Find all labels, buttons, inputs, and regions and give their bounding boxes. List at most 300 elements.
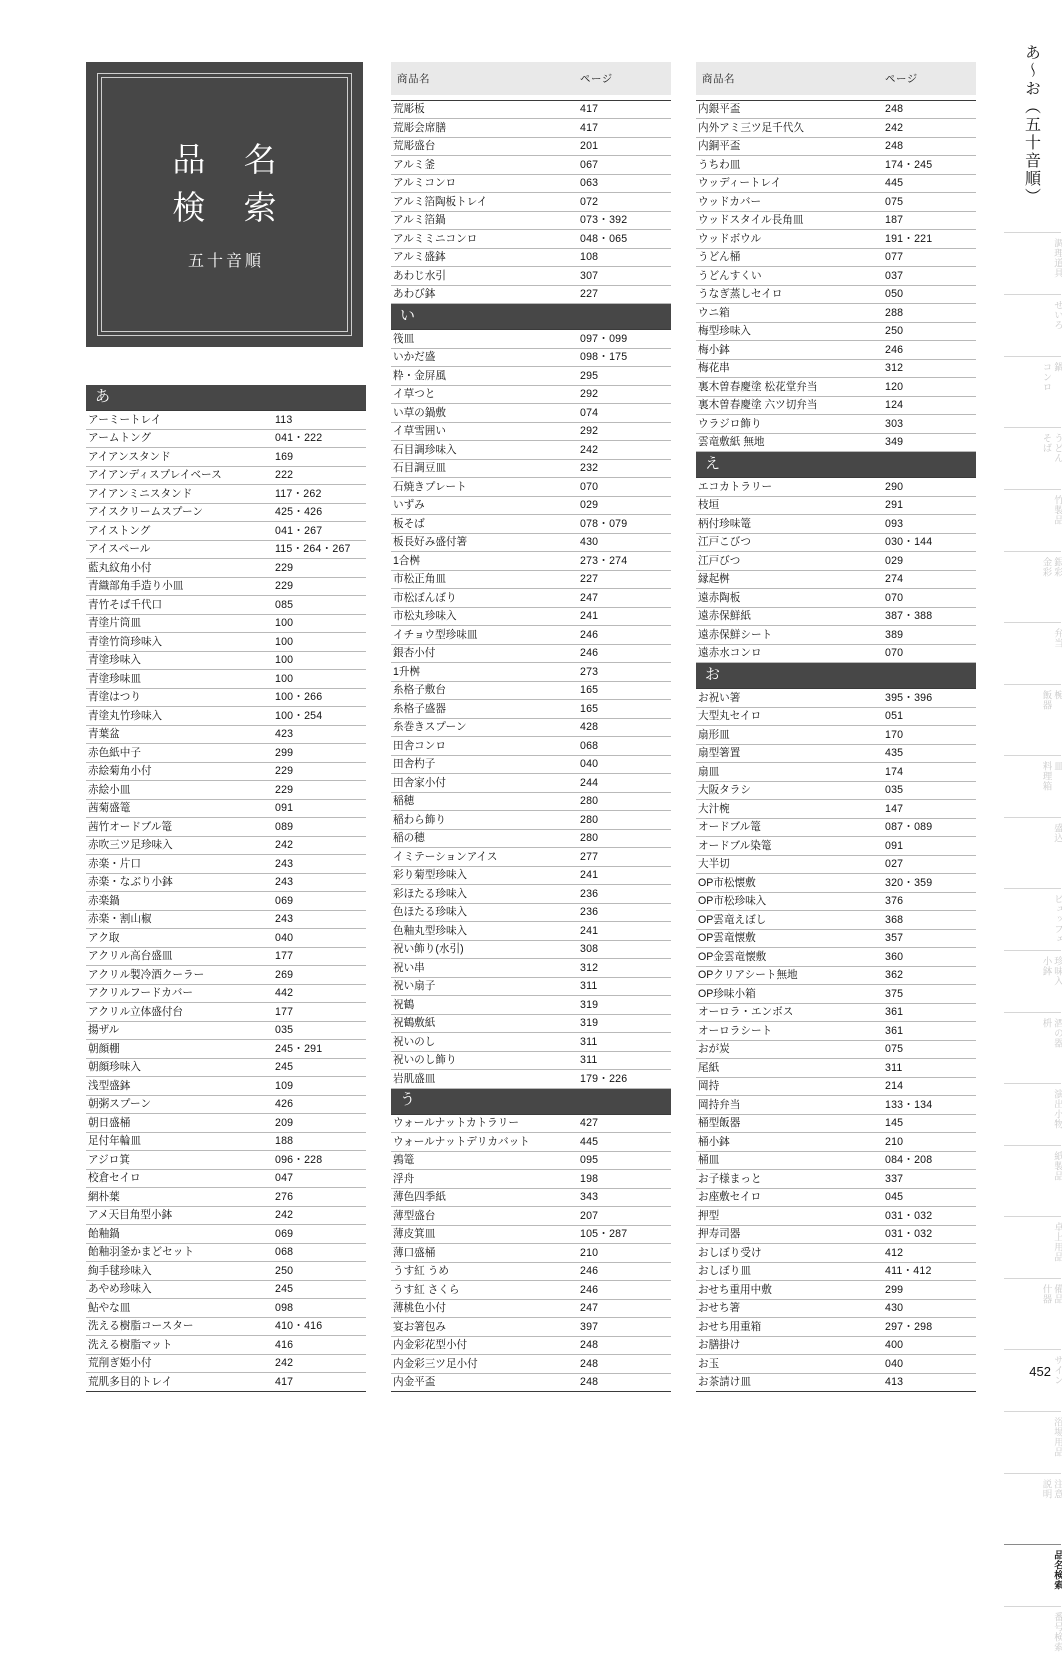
table-row[interactable] (86, 1058, 366, 1077)
rail-tab-9[interactable] (1004, 755, 1061, 817)
product-name-cell: 遠赤陶板 (696, 589, 881, 608)
table-row[interactable] (696, 1059, 976, 1078)
product-name-cell: 飴釉羽釜かまどセット (86, 1243, 271, 1262)
table-row[interactable] (696, 1151, 976, 1170)
table-row[interactable] (86, 1021, 366, 1040)
table-row[interactable] (696, 1373, 976, 1392)
table-row[interactable] (391, 1225, 671, 1244)
rail-tab-1[interactable] (1004, 232, 1061, 294)
table-row[interactable] (86, 818, 366, 837)
table-row[interactable] (391, 681, 671, 700)
table-row[interactable] (391, 589, 671, 608)
product-name-cell: 祝い飾り(水引) (391, 940, 576, 959)
page-ref-cell: 430 (576, 533, 671, 552)
table-row[interactable] (86, 1336, 366, 1355)
table-row[interactable] (696, 1003, 976, 1022)
table-row[interactable] (696, 359, 976, 378)
table-row[interactable] (696, 1114, 976, 1133)
table-row[interactable] (86, 540, 366, 559)
table-row[interactable] (86, 836, 366, 855)
table-row[interactable] (86, 1206, 366, 1225)
product-name-cell: 青葉盆 (86, 725, 271, 744)
column-header-page: ページ (576, 62, 671, 95)
product-name-cell: うちわ皿 (696, 156, 881, 175)
product-name-cell: 柄付珍味篭 (696, 515, 881, 534)
table-row[interactable] (86, 559, 366, 578)
rail-tab-18[interactable] (1004, 1349, 1061, 1411)
table-row[interactable] (86, 1243, 366, 1262)
table-row[interactable] (86, 429, 366, 448)
table-row[interactable] (391, 1114, 671, 1133)
table-row[interactable] (696, 1022, 976, 1041)
table-row[interactable] (86, 781, 366, 800)
table-row[interactable] (86, 707, 366, 726)
table-row[interactable] (391, 866, 671, 885)
table-row[interactable] (391, 755, 671, 774)
table-row[interactable] (696, 855, 976, 874)
table-row[interactable] (696, 1281, 976, 1300)
page-ref-cell: 165 (576, 700, 671, 719)
product-name-cell: 薄色四季紙 (391, 1188, 576, 1207)
table-row[interactable] (391, 515, 671, 534)
table-row[interactable] (391, 1299, 671, 1318)
table-row[interactable] (696, 1096, 976, 1115)
table-row[interactable] (696, 1077, 976, 1096)
product-name-cell: 稲の穂 (391, 829, 576, 848)
rail-tab-15[interactable] (1004, 1145, 1061, 1207)
table-row[interactable] (391, 792, 671, 811)
product-name-cell: 網朴葉 (86, 1188, 271, 1207)
page-ref-cell: 246 (576, 1262, 671, 1281)
product-name-cell: 青織部角手造り小皿 (86, 577, 271, 596)
page-ref-cell: 319 (576, 996, 671, 1015)
table-row[interactable] (391, 1133, 671, 1152)
kana-label: あ (95, 388, 111, 405)
table-row[interactable] (391, 1318, 671, 1337)
product-name-cell: アクリルフードカバー (86, 984, 271, 1003)
page-ref-cell: 069 (271, 1225, 366, 1244)
table-row[interactable] (696, 285, 976, 304)
product-name-cell: アク取 (86, 929, 271, 948)
table-row[interactable] (391, 1188, 671, 1207)
product-name-cell: 青塗竹筒珍味入 (86, 633, 271, 652)
page-ref-cell: 040 (271, 929, 366, 948)
table-row[interactable] (391, 441, 671, 460)
product-name-cell: 祝い扇子 (391, 977, 576, 996)
rail-tab-16[interactable] (1004, 1216, 1061, 1278)
product-name-cell: アイスクリームスプーン (86, 503, 271, 522)
table-row[interactable] (696, 1336, 976, 1355)
table-row[interactable] (391, 156, 671, 175)
table-row[interactable] (391, 829, 671, 848)
table-row[interactable] (391, 885, 671, 904)
table-row[interactable] (696, 763, 976, 782)
table-row[interactable] (391, 570, 671, 589)
rail-tab-2[interactable] (1004, 294, 1061, 356)
table-row[interactable] (391, 193, 671, 212)
table-row[interactable] (696, 193, 976, 212)
table-row[interactable] (391, 367, 671, 386)
page-ref-cell: 091 (271, 799, 366, 818)
table-row[interactable] (391, 348, 671, 367)
product-name-cell: 大型丸セイロ (696, 707, 881, 726)
page-ref-cell: 147 (881, 800, 976, 819)
table-row[interactable] (696, 552, 976, 571)
table-row[interactable] (391, 811, 671, 830)
page-ref-cell: 227 (576, 285, 671, 304)
table-row[interactable] (696, 100, 976, 119)
table-row[interactable] (391, 848, 671, 867)
table-row[interactable] (86, 448, 366, 467)
table-row[interactable] (391, 1070, 671, 1089)
table-row[interactable] (86, 1280, 366, 1299)
rail-tab-14[interactable] (1004, 1083, 1061, 1145)
table-row[interactable] (86, 1132, 366, 1151)
table-row[interactable] (696, 1262, 976, 1281)
table-row[interactable] (696, 911, 976, 930)
table-row[interactable] (696, 137, 976, 156)
table-row[interactable] (86, 466, 366, 485)
page-ref-cell: 210 (881, 1133, 976, 1152)
table-row[interactable] (391, 607, 671, 626)
table-row[interactable] (86, 1373, 366, 1392)
product-name-cell: アルミ釜 (391, 156, 576, 175)
table-row[interactable] (391, 100, 671, 119)
table-row[interactable] (391, 663, 671, 682)
table-row[interactable] (391, 422, 671, 441)
table-row[interactable] (86, 577, 366, 596)
table-row[interactable] (696, 874, 976, 893)
table-row[interactable] (391, 940, 671, 959)
rail-tab-22[interactable] (1004, 1606, 1061, 1668)
page-ref-cell: 273・274 (576, 552, 671, 571)
product-name-cell: 飴釉鍋 (86, 1225, 271, 1244)
product-name-cell: うどん桶 (696, 248, 881, 267)
page-ref-cell: 031・032 (881, 1225, 976, 1244)
kana-band (391, 304, 671, 329)
rail-tab-sublabel: 小鉢 (1040, 956, 1051, 976)
table-row[interactable] (86, 596, 366, 615)
table-row[interactable] (696, 1225, 976, 1244)
table-row[interactable] (696, 985, 976, 1004)
table-row[interactable] (696, 304, 976, 323)
table-row[interactable] (696, 478, 976, 497)
table-row[interactable] (391, 1033, 671, 1052)
table-row[interactable] (696, 1170, 976, 1189)
table-row[interactable] (696, 689, 976, 708)
table-row[interactable] (86, 1077, 366, 1096)
page-ref-cell: 360 (881, 948, 976, 967)
table-row[interactable] (391, 119, 671, 138)
table-row[interactable] (86, 688, 366, 707)
product-name-cell: おせち重用中敷 (696, 1281, 881, 1300)
page-ref-cell: 245 (271, 1058, 366, 1077)
page-ref-cell: 376 (881, 892, 976, 911)
table-row[interactable] (391, 1207, 671, 1226)
table-row[interactable] (86, 1317, 366, 1336)
table-row[interactable] (391, 626, 671, 645)
rail-tab-label: せいろ (1052, 300, 1062, 330)
table-row[interactable] (696, 1188, 976, 1207)
rail-tab-8[interactable] (1004, 684, 1061, 746)
rail-tab-label: サイン (1052, 1355, 1062, 1385)
rail-tab-sublabel: コンロ (1040, 362, 1051, 392)
page-ref-cell: 068 (271, 1243, 366, 1262)
table-row[interactable] (391, 404, 671, 423)
table-row[interactable] (86, 855, 366, 874)
page-ref-cell: 425・426 (271, 503, 366, 522)
table-row[interactable] (391, 137, 671, 156)
page-ref-cell: 095 (576, 1151, 671, 1170)
table-row[interactable] (391, 774, 671, 793)
table-row[interactable] (86, 522, 366, 541)
table-row[interactable] (696, 800, 976, 819)
product-name-cell: 茜竹オードブル篭 (86, 818, 271, 837)
page-ref-cell: 307 (576, 267, 671, 286)
page-ref-cell: 041・267 (271, 522, 366, 541)
table-row[interactable] (391, 285, 671, 304)
table-row[interactable] (86, 1114, 366, 1133)
table-row[interactable] (391, 174, 671, 193)
table-row[interactable] (391, 230, 671, 249)
table-row[interactable] (86, 633, 366, 652)
table-row[interactable] (391, 211, 671, 230)
product-name-cell: 尾紙 (696, 1059, 881, 1078)
rail-tab-sublabel: 料理箱 (1040, 761, 1051, 791)
table-row[interactable] (86, 1262, 366, 1281)
table-row[interactable] (391, 533, 671, 552)
product-name-cell: イ草つと (391, 385, 576, 404)
rail-tab-4[interactable] (1004, 427, 1061, 489)
table-row[interactable] (86, 670, 366, 689)
table-row[interactable] (696, 1299, 976, 1318)
table-row[interactable] (391, 922, 671, 941)
table-row[interactable] (696, 378, 976, 397)
table-row[interactable] (86, 929, 366, 948)
table-row[interactable] (391, 1262, 671, 1281)
table-row[interactable] (86, 1354, 366, 1373)
table-row[interactable] (391, 552, 671, 571)
table-row[interactable] (86, 614, 366, 633)
table-row[interactable] (86, 1095, 366, 1114)
table-row[interactable] (696, 267, 976, 286)
page-ref-cell: 368 (881, 911, 976, 930)
table-row[interactable] (86, 873, 366, 892)
table-row[interactable] (391, 737, 671, 756)
product-name-cell: アイアンミニスタンド (86, 485, 271, 504)
table-row[interactable] (391, 1281, 671, 1300)
table-row[interactable] (86, 762, 366, 781)
table-row[interactable] (391, 903, 671, 922)
table-row[interactable] (696, 644, 976, 663)
table-row[interactable] (391, 1355, 671, 1374)
table-row[interactable] (696, 929, 976, 948)
table-row[interactable] (86, 411, 366, 430)
table-row[interactable] (696, 230, 976, 249)
rail-tab-11[interactable] (1004, 888, 1061, 950)
rail-tab-21[interactable] (1004, 1544, 1061, 1606)
table-row[interactable] (86, 1299, 366, 1318)
table-row[interactable] (391, 248, 671, 267)
table-row[interactable] (696, 1318, 976, 1337)
table-row[interactable] (696, 892, 976, 911)
rail-tab-3[interactable] (1004, 356, 1061, 418)
table-row[interactable] (86, 744, 366, 763)
table-row[interactable] (696, 626, 976, 645)
table-row[interactable] (391, 977, 671, 996)
rail-tab-label: 酒の器 (1052, 1018, 1062, 1048)
rail-tab-label: 演出小物 (1052, 1089, 1062, 1129)
table-row[interactable] (696, 415, 976, 434)
table-row[interactable] (391, 478, 671, 497)
rail-tab-17[interactable] (1004, 1278, 1061, 1340)
table-row[interactable] (86, 1003, 366, 1022)
product-name-cell: 青竹そば千代口 (86, 596, 271, 615)
product-name-cell: 押型 (696, 1207, 881, 1226)
table-row[interactable] (86, 725, 366, 744)
rail-tab-sublabel: 飯器 (1040, 690, 1051, 710)
table-row[interactable] (391, 267, 671, 286)
table-row[interactable] (391, 330, 671, 349)
table-row[interactable] (696, 211, 976, 230)
table-row[interactable] (696, 966, 976, 985)
table-row[interactable] (86, 651, 366, 670)
table-row[interactable] (391, 1151, 671, 1170)
table-row[interactable] (86, 984, 366, 1003)
rail-section-title (1000, 44, 1061, 206)
table-row[interactable] (86, 892, 366, 911)
product-name-cell: おせち用重箱 (696, 1318, 881, 1337)
table-row[interactable] (696, 156, 976, 175)
product-name-cell: 青塗片筒皿 (86, 614, 271, 633)
table-row[interactable] (696, 396, 976, 415)
table-row[interactable] (696, 948, 976, 967)
table-row[interactable] (391, 1373, 671, 1392)
table-row[interactable] (391, 644, 671, 663)
page-ref-cell: 311 (881, 1059, 976, 1078)
table-row[interactable] (86, 966, 366, 985)
page-ref-cell: 037 (881, 267, 976, 286)
rail-tab-13[interactable] (1004, 1012, 1061, 1074)
table-row[interactable] (696, 781, 976, 800)
table-row[interactable] (696, 248, 976, 267)
table-row[interactable] (86, 485, 366, 504)
table-row[interactable] (696, 515, 976, 534)
page-ref-cell: 078・079 (576, 515, 671, 534)
table-row[interactable] (391, 385, 671, 404)
table-row[interactable] (696, 174, 976, 193)
table-row[interactable] (391, 959, 671, 978)
table-header-row (391, 62, 671, 95)
table-row[interactable] (696, 726, 976, 745)
table-row[interactable] (86, 799, 366, 818)
table-row[interactable] (86, 1169, 366, 1188)
table-row[interactable] (86, 1151, 366, 1170)
page-ref-cell: 312 (881, 359, 976, 378)
table-row[interactable] (86, 910, 366, 929)
page-ref-cell: 410・416 (271, 1317, 366, 1336)
product-name-cell: 祝い串 (391, 959, 576, 978)
table-row[interactable] (696, 1207, 976, 1226)
rail-tab-label: うどん (1052, 433, 1062, 463)
table-row[interactable] (696, 533, 976, 552)
product-name-cell: 朝顔珍味入 (86, 1058, 271, 1077)
table-row[interactable] (86, 1188, 366, 1207)
page-ref-cell: 177 (271, 947, 366, 966)
rail-tab-20[interactable] (1004, 1473, 1061, 1535)
rail-tab-5[interactable] (1004, 489, 1061, 551)
product-name-cell: 雲竜敷紙 無地 (696, 433, 881, 452)
product-name-cell: アルミコンロ (391, 174, 576, 193)
table-row[interactable] (86, 947, 366, 966)
table-row[interactable] (696, 1040, 976, 1059)
product-name-cell: 内金彩三ツ足小付 (391, 1355, 576, 1374)
table-row[interactable] (86, 503, 366, 522)
product-name-cell: アルミ箔鍋 (391, 211, 576, 230)
table-row[interactable] (391, 996, 671, 1015)
rail-tab-12[interactable] (1004, 950, 1061, 1012)
page-ref-cell: 068 (576, 737, 671, 756)
table-row[interactable] (391, 496, 671, 515)
table-row[interactable] (696, 837, 976, 856)
table-row[interactable] (391, 1051, 671, 1070)
table-row[interactable] (696, 1244, 976, 1263)
table-row[interactable] (696, 570, 976, 589)
table-row[interactable] (696, 433, 976, 452)
table-row[interactable] (391, 718, 671, 737)
page-ref-cell: 222 (271, 466, 366, 485)
page-ref-cell: 040 (881, 1355, 976, 1374)
table-row[interactable] (391, 459, 671, 478)
table-row[interactable] (696, 744, 976, 763)
page-ref-cell: 100 (271, 633, 366, 652)
table-row[interactable] (696, 589, 976, 608)
product-name-cell: おせち箸 (696, 1299, 881, 1318)
table-row[interactable] (391, 1170, 671, 1189)
product-name-cell: 大汁椀 (696, 800, 881, 819)
page-ref-cell: 375 (881, 985, 976, 1004)
table-row[interactable] (696, 119, 976, 138)
product-name-cell: 赤楽鍋 (86, 892, 271, 911)
product-name-cell: ウォールナットデリカバット (391, 1133, 576, 1152)
table-row[interactable] (86, 1225, 366, 1244)
rail-tab-6[interactable] (1004, 551, 1061, 613)
rail-tab-7[interactable] (1004, 622, 1061, 684)
table-row[interactable] (696, 607, 976, 626)
product-name-cell: いかだ盛 (391, 348, 576, 367)
product-name-cell: 筏皿 (391, 330, 576, 349)
table-row[interactable] (391, 700, 671, 719)
table-row[interactable] (696, 341, 976, 360)
table-row[interactable] (696, 818, 976, 837)
table-row[interactable] (696, 496, 976, 515)
page-ref-cell: 288 (881, 304, 976, 323)
table-row[interactable] (696, 707, 976, 726)
table-row[interactable] (696, 1133, 976, 1152)
table-row[interactable] (696, 1355, 976, 1374)
table-row[interactable] (391, 1336, 671, 1355)
rail-tab-10[interactable] (1004, 817, 1061, 879)
table-row[interactable] (696, 322, 976, 341)
table-row[interactable] (391, 1244, 671, 1263)
product-name-cell: 祝いのし飾り (391, 1051, 576, 1070)
product-name-cell: お膳掛け (696, 1336, 881, 1355)
table-row[interactable] (86, 1040, 366, 1059)
table-row[interactable] (391, 1014, 671, 1033)
rail-tab-19[interactable] (1004, 1411, 1061, 1473)
product-name-cell: オーロラシート (696, 1022, 881, 1041)
product-name-cell: 浮舟 (391, 1170, 576, 1189)
